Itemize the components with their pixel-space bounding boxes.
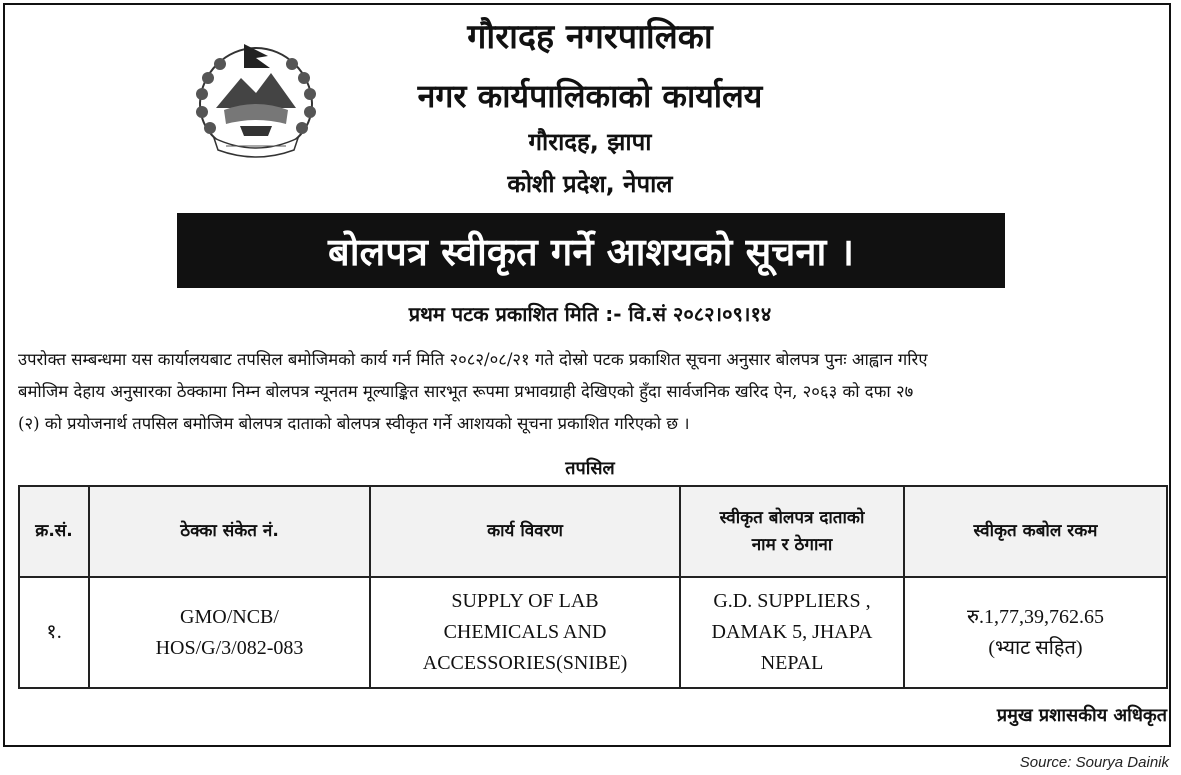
notice-title: बोलपत्र स्वीकृत गर्ने आशयको सूचना । bbox=[328, 229, 854, 274]
header-bidder-line: स्वीकृत बोलपत्र दाताको bbox=[719, 507, 865, 528]
contract-no-line: GMO/NCB/ bbox=[180, 605, 279, 628]
work-line: ACCESSORIES(SNIBE) bbox=[422, 652, 628, 674]
table-header-row bbox=[19, 486, 1167, 577]
header-bidder bbox=[680, 486, 904, 577]
notice-body-line: (२) को प्रयोजनार्थ तपसिल बमोजिम बोलपत्र दाताको बोलपत्र स्वीकृत गर्ने आशयको सूचना प्रकाशित गरिएको छ । bbox=[18, 414, 690, 433]
notice-body bbox=[18, 344, 1168, 440]
publication-date: प्रथम पटक प्रकाशित मिति :- वि.सं २०८२।०९।१४ bbox=[408, 302, 772, 326]
award-table bbox=[18, 485, 1168, 689]
province-country: कोशी प्रदेश, नेपाल bbox=[507, 170, 673, 198]
header-bidder-line: नाम र ठेगाना bbox=[751, 534, 833, 555]
notice-body-line: बमोजिम देहाय अनुसारका ठेक्कामा निम्न बोलपत्र न्यूनतम मूल्याङ्कित सारभूत रूपमा प्रभावग्राही देखिएको हुँदा सार्वजनिक खरिद ऐन, २०६३ को दफा २७ bbox=[18, 382, 914, 401]
header-amount: स्वीकृत कबोल रकम bbox=[904, 486, 1167, 577]
work-line: SUPPLY OF LAB bbox=[451, 590, 599, 612]
cell-sn: १. bbox=[19, 577, 89, 688]
header-sn: क्र.सं. bbox=[19, 486, 89, 577]
contract-no-line: HOS/G/3/082-083 bbox=[155, 636, 304, 659]
office-name: नगर कार्यपालिकाको कार्यालय bbox=[417, 77, 763, 115]
amount-line: (भ्याट सहित) bbox=[988, 636, 1083, 659]
schedule-heading: तपसिल bbox=[565, 458, 615, 479]
office-location: गौरादह, झापा bbox=[528, 128, 652, 156]
bidder-line: NEPAL bbox=[760, 652, 824, 674]
bidder-line: G.D. SUPPLIERS , bbox=[713, 590, 871, 612]
notice-body-line: उपरोक्त सम्बन्धमा यस कार्यालयबाट तपसिल बमोजिमको कार्य गर्न मिति २०८२/०८/२१ गते दोस्रो पटक प्रकाशित सूचना अनुसार बोलपत्र पुनः आह्वान गरिए bbox=[18, 350, 928, 369]
municipality-name: गौरादह नगरपालिका bbox=[467, 17, 713, 57]
cell-amount bbox=[904, 577, 1167, 688]
source-credit: Source: Sourya Dainik bbox=[1019, 754, 1169, 771]
bidder-line: DAMAK 5, JHAPA bbox=[711, 621, 873, 643]
work-line: CHEMICALS AND bbox=[443, 621, 607, 643]
header-work: कार्य विवरण bbox=[370, 486, 680, 577]
table-row bbox=[19, 577, 1167, 688]
signatory-title: प्रमुख प्रशासकीय अधिकृत bbox=[996, 705, 1167, 726]
cell-work bbox=[370, 577, 680, 688]
cell-contract-no bbox=[89, 577, 370, 688]
header-contract-no: ठेक्का संकेत नं. bbox=[89, 486, 370, 577]
amount-line: रु.1,77,39,762.65 bbox=[967, 605, 1104, 628]
notice-title-banner bbox=[177, 213, 1005, 288]
cell-bidder bbox=[680, 577, 904, 688]
